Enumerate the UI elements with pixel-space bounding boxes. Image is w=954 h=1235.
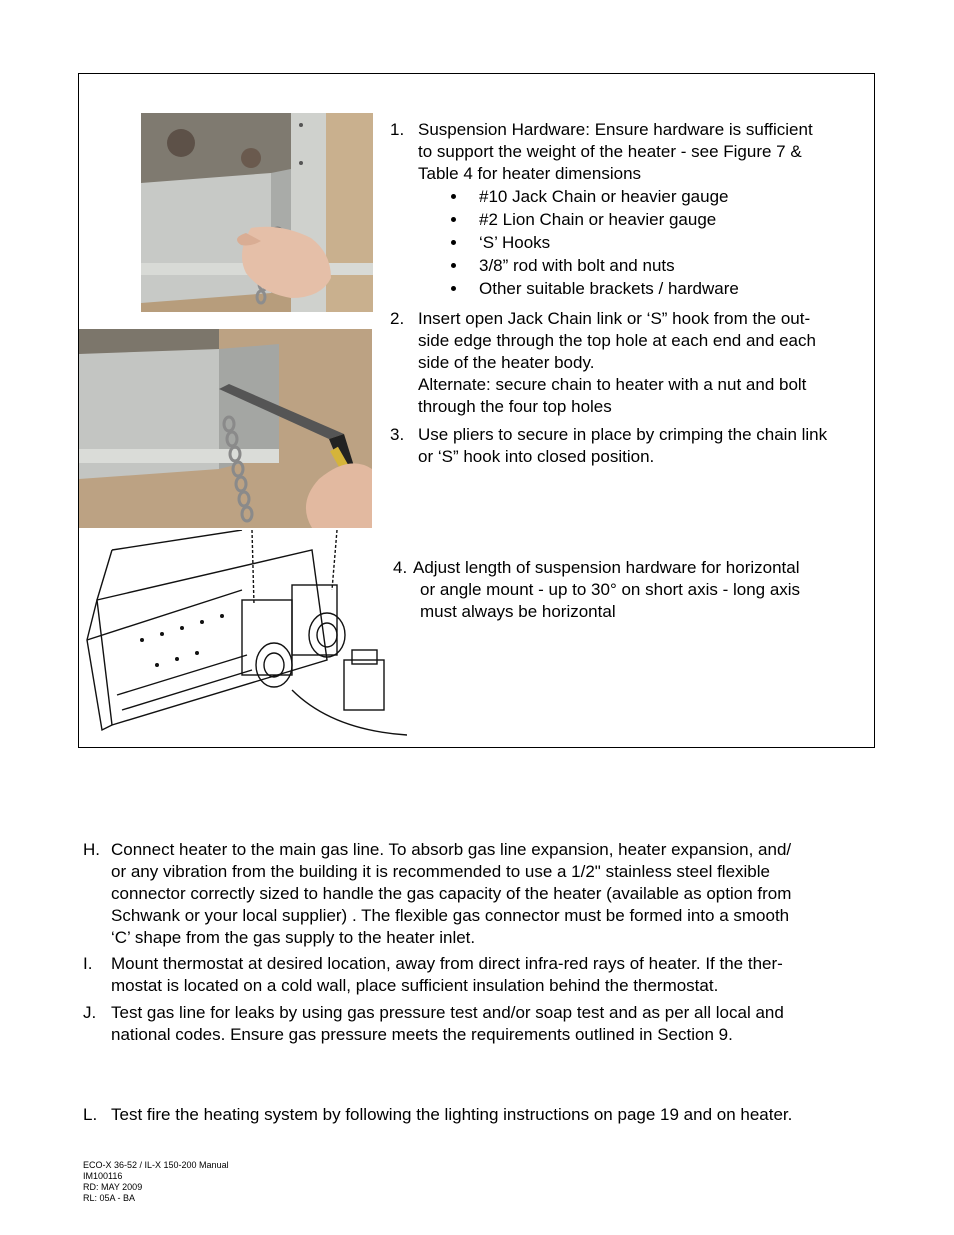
item-line: Schwank or your local supplier) . The flexible gas connector must be formed into a smooth bbox=[111, 906, 790, 925]
item-line: national codes. Ensure gas pressure meets the requirements outlined in Section 9. bbox=[111, 1025, 733, 1044]
item-letter: H. bbox=[83, 840, 100, 859]
step-line: or ‘S” hook into closed position. bbox=[418, 447, 655, 466]
step-line: Insert open Jack Chain link or ‘S” hook from the out- bbox=[418, 309, 811, 328]
step-number: 2. bbox=[390, 309, 405, 328]
footer-doc-number: IM100116 bbox=[83, 1171, 123, 1181]
item-line: Connect heater to the main gas line. To absorb gas line expansion, heater expansion, and/ bbox=[111, 840, 792, 859]
bullet-icon bbox=[451, 263, 456, 268]
footer-manual-title: ECO-X 36-52 / IL-X 150-200 Manual bbox=[83, 1160, 229, 1170]
step-line: to support the weight of the heater - see Figure 7 & bbox=[418, 142, 802, 161]
item-letter: I. bbox=[83, 954, 93, 973]
item-line: or any vibration from the building it is recommended to use a 1/2" stainless steel flexible bbox=[111, 862, 770, 881]
step-line: Suspension Hardware: Ensure hardware is sufficient bbox=[418, 120, 813, 139]
step-line: side of the heater body. bbox=[418, 353, 595, 372]
step-line: Use pliers to secure in place by crimping the chain link bbox=[418, 425, 828, 444]
bullet-icon bbox=[451, 240, 456, 245]
step-line: or angle mount - up to 30° on short axis - long axis bbox=[420, 580, 801, 599]
item-letter: L. bbox=[83, 1105, 98, 1124]
step-line: Adjust length of suspension hardware for horizontal bbox=[413, 558, 800, 577]
item-line: connector correctly sized to handle the gas capacity of the heater (available as option from bbox=[111, 884, 792, 903]
step-number: 4. bbox=[393, 558, 408, 577]
diagram-heater-suspended bbox=[82, 530, 407, 748]
step-line: Alternate: secure chain to heater with a nut and bolt bbox=[418, 375, 807, 394]
step-line: Table 4 for heater dimensions bbox=[418, 164, 642, 183]
photo-chain-hook bbox=[141, 113, 373, 312]
bullet-icon bbox=[451, 217, 456, 222]
item-line: Test gas line for leaks by using gas pressure test and/or soap test and as per all local and bbox=[111, 1003, 784, 1022]
step-line: side edge through the top hole at each end and each bbox=[418, 331, 816, 350]
item-letter: J. bbox=[83, 1003, 97, 1022]
page-footer bbox=[83, 1160, 229, 1204]
item-line: Test fire the heating system by following the lighting instructions on page 19 and on heater. bbox=[111, 1105, 793, 1124]
step-line: through the four top holes bbox=[418, 397, 612, 416]
item-line: mostat is located on a cold wall, place sufficient insulation behind the thermostat. bbox=[111, 976, 719, 995]
footer-revision-level: RL: 05A - BA bbox=[83, 1193, 136, 1203]
bullet-icon bbox=[451, 286, 456, 291]
bullet-icon bbox=[451, 194, 456, 199]
instruction-box: 1. Suspension Hardware: Ensure hardware is sufficient to support the weight of the heater - see Figure 7 & Table 4 for heater dimensions #10 Jack Chain or heavier gauge #2 Lion Chain or heavier gauge ‘S’ Hooks 3/8” rod with bolt and nuts Other suitable brackets / hardware 2. Insert open Jack Chain link or ‘S” hook from the out- side edge through the top hole at each end and each side of the heater body. Alternate: secure chain to heater with a nut and bolt through the four top holes 3. Use pliers to secure in place by crimping the chain link or ‘S” hook into closed position. 4. Adjust length of suspension hardware for horizontal or angle mount - up to 30° on short axis - long axis must always be horizontal bbox=[78, 73, 875, 748]
step-number: 1. bbox=[390, 120, 405, 139]
item-line: Mount thermostat at desired location, away from direct infra-red rays of heater. If the ther- bbox=[111, 954, 783, 973]
item-line: ‘C’ shape from the gas supply to the heater inlet. bbox=[111, 928, 476, 947]
footer-revision-date: RD: MAY 2009 bbox=[83, 1182, 143, 1192]
step-line: must always be horizontal bbox=[420, 602, 616, 621]
step-number: 3. bbox=[390, 425, 405, 444]
photo-pliers-crimp bbox=[79, 329, 372, 528]
